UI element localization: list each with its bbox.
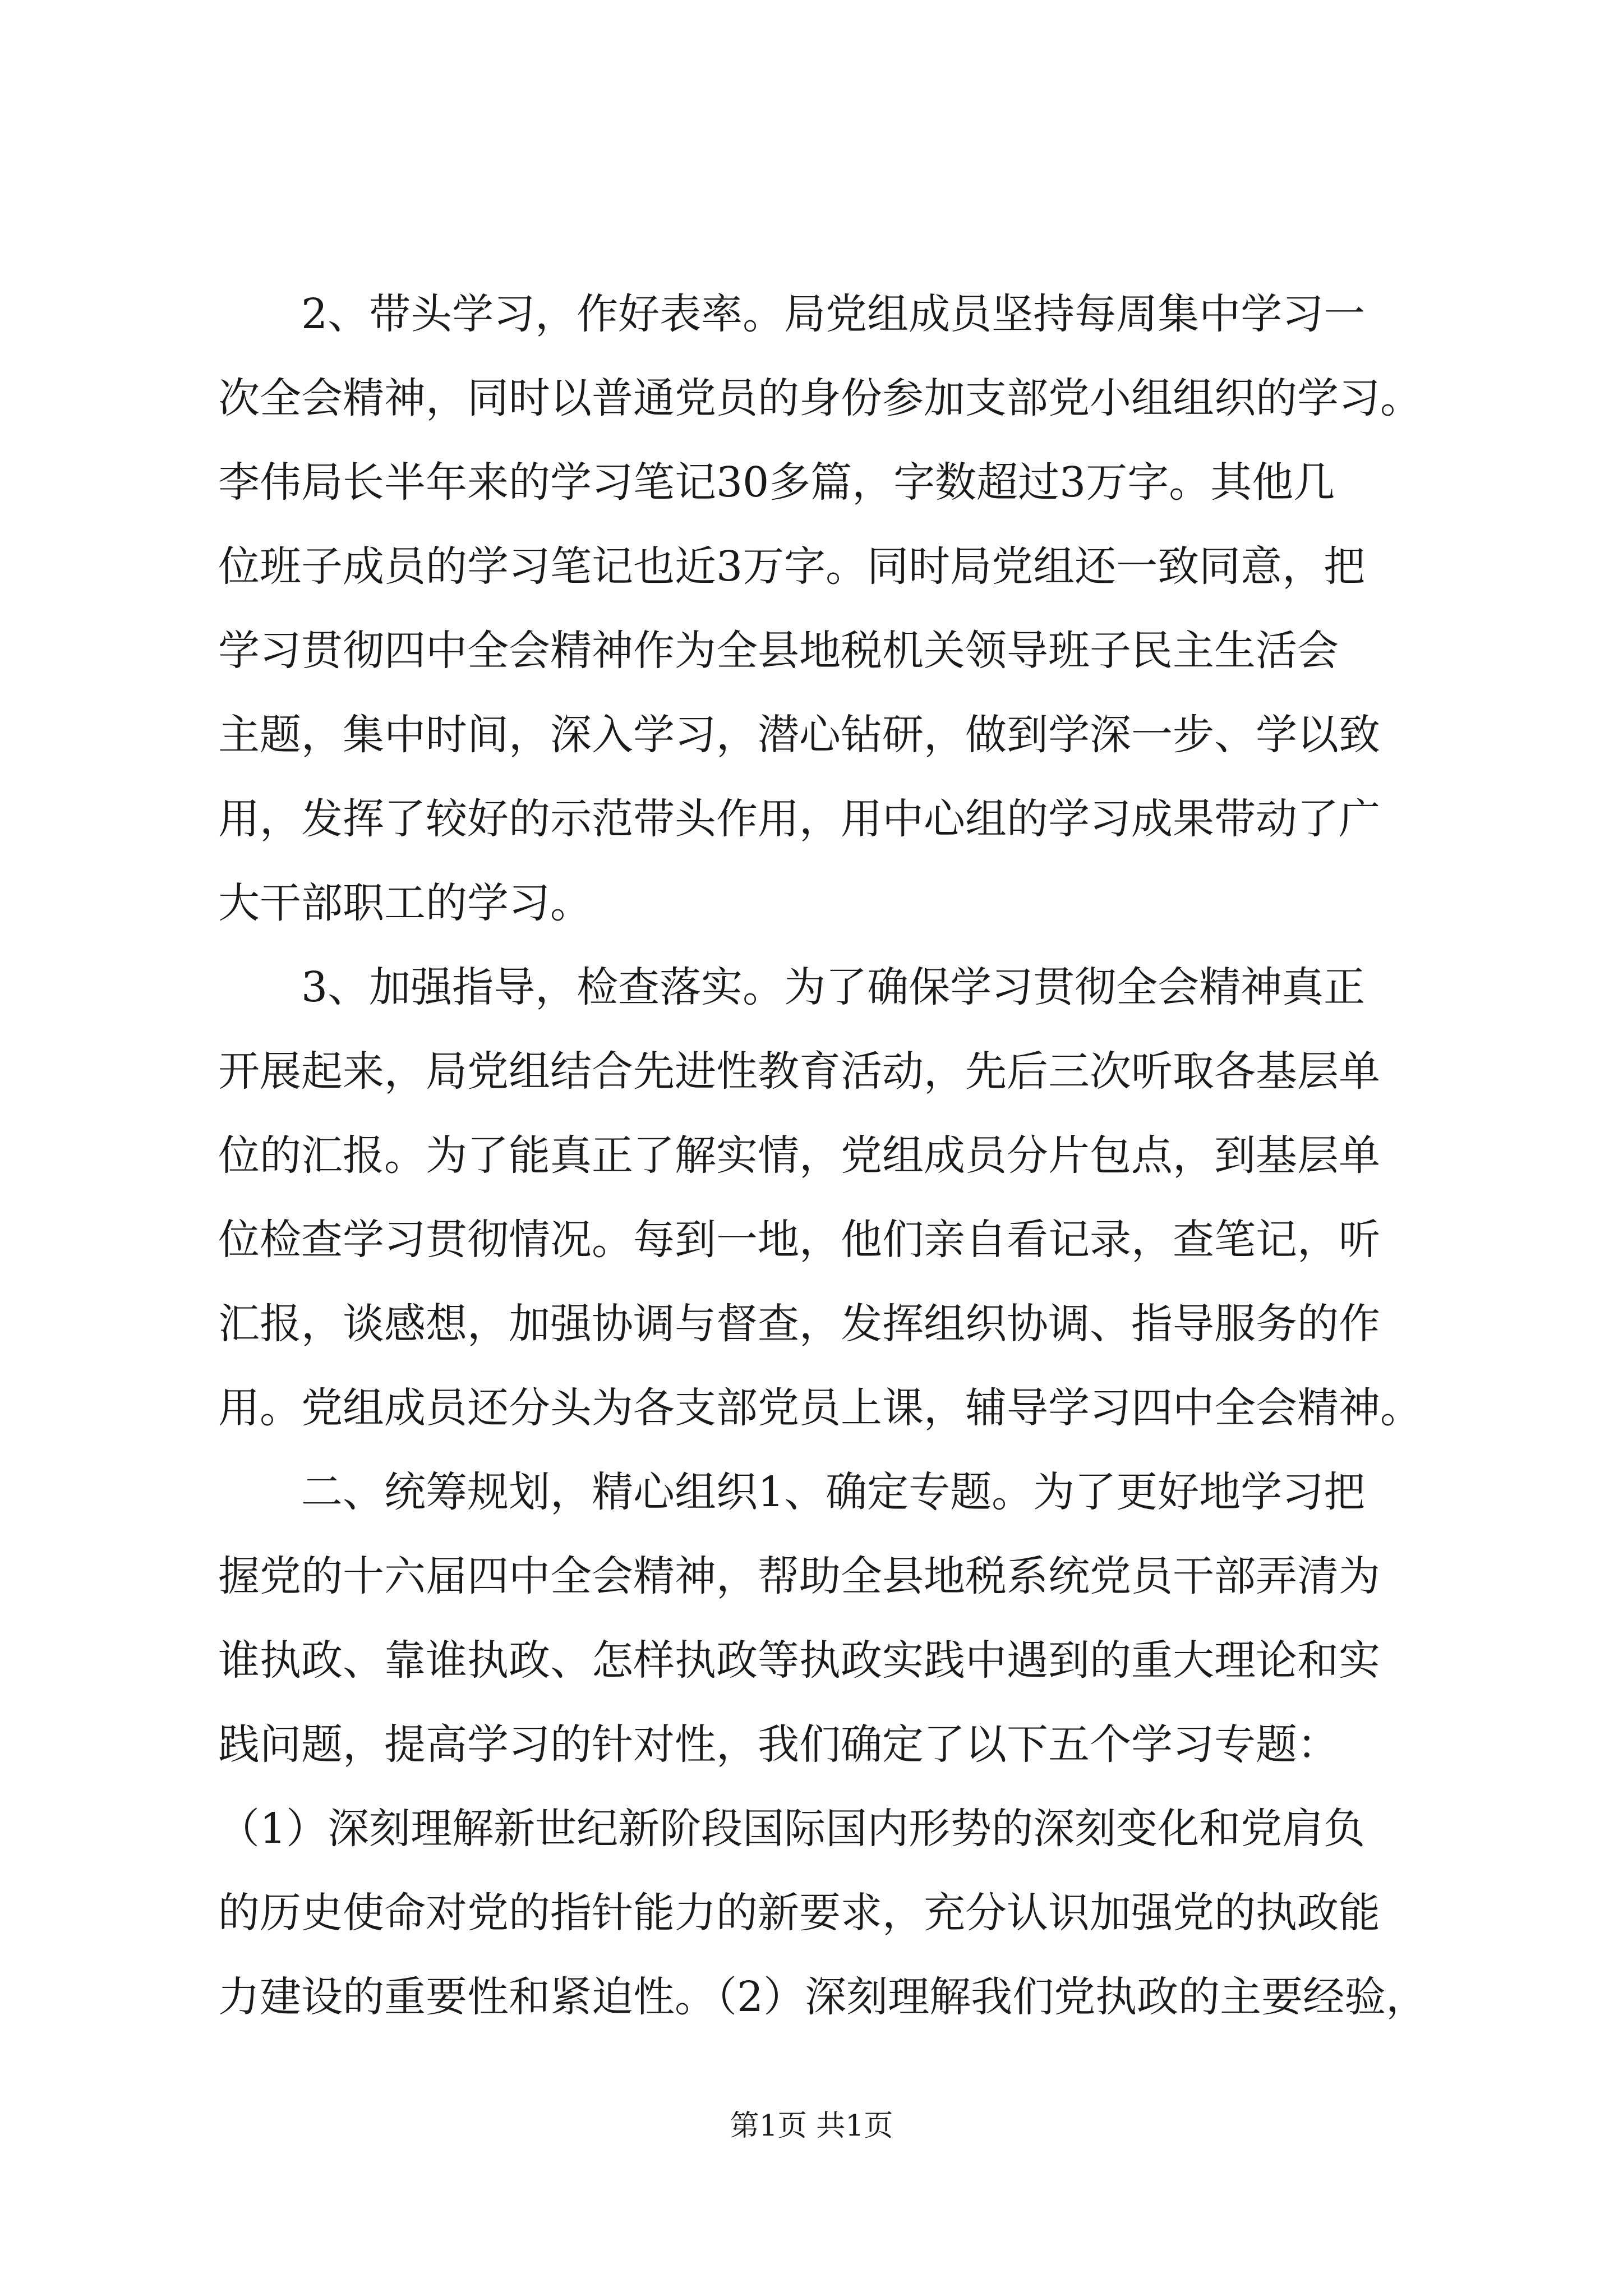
text-line: 主题，集中时间，深入学习，潜心钻研，做到学深一步、学以致 [218,711,1380,759]
text-line: 开展起来，局党组结合先进性教育活动，先后三次听取各基层单 [218,1047,1380,1096]
text-line: （1）深刻理解新世纪新阶段国际国内形势的深刻变化和党肩负 [218,1805,1366,1853]
text-line: 汇报，谈感想，加强协调与督查，发挥组织协调、指导服务的作 [218,1300,1380,1348]
text-line: 大干部职工的学习。 [218,879,592,927]
text-line: 2、带头学习，作好表率。局党组成员坚持每周集中学习一 [218,290,1366,338]
text-line: 二、统筹规划，精心组织1、确定专题。为了更好地学习把 [218,1468,1366,1516]
text-line: 用，发挥了较好的示范带头作用，用中心组的学习成果带动了广 [218,795,1380,843]
text-line: 用。党组成员还分头为各支部党员上课，辅导学习四中全会精神。 [218,1384,1422,1432]
text-line: 次全会精神，同时以普通党员的身份参加支部党小组组织的学习。 [218,374,1422,422]
text-line: 位的汇报。为了能真正了解实情，党组成员分片包点，到基层单 [218,1131,1380,1180]
text-line: 位检查学习贯彻情况。每到一地，他们亲自看记录，查笔记，听 [218,1216,1380,1264]
text-line: 的历史使命对党的指针能力的新要求，充分认识加强党的执政能 [218,1889,1380,1937]
text-line: 力建设的重要性和紧迫性。（2）深刻理解我们党执政的主要经验， [218,1973,1428,2021]
text-line: 学习贯彻四中全会精神作为全县地税机关领导班子民主生活会 [218,627,1339,675]
text-line: 位班子成员的学习笔记也近3万字。同时局党组还一致同意，把 [218,542,1366,591]
page-number-footer: 第1页 共1页 [730,2109,893,2143]
text-line: 握党的十六届四中全会精神，帮助全县地税系统党员干部弄清为 [218,1552,1380,1600]
text-line: 践问题，提高学习的针对性，我们确定了以下五个学习专题： [218,1720,1339,1769]
text-line: 谁执政、靠谁执政、怎样执政等执政实践中遇到的重大理论和实 [218,1636,1380,1685]
text-line: 李伟局长半年来的学习笔记30多篇，字数超过3万字。其他几 [218,458,1335,507]
text-line: 3、加强指导，检查落实。为了确保学习贯彻全会精神真正 [218,963,1366,1011]
